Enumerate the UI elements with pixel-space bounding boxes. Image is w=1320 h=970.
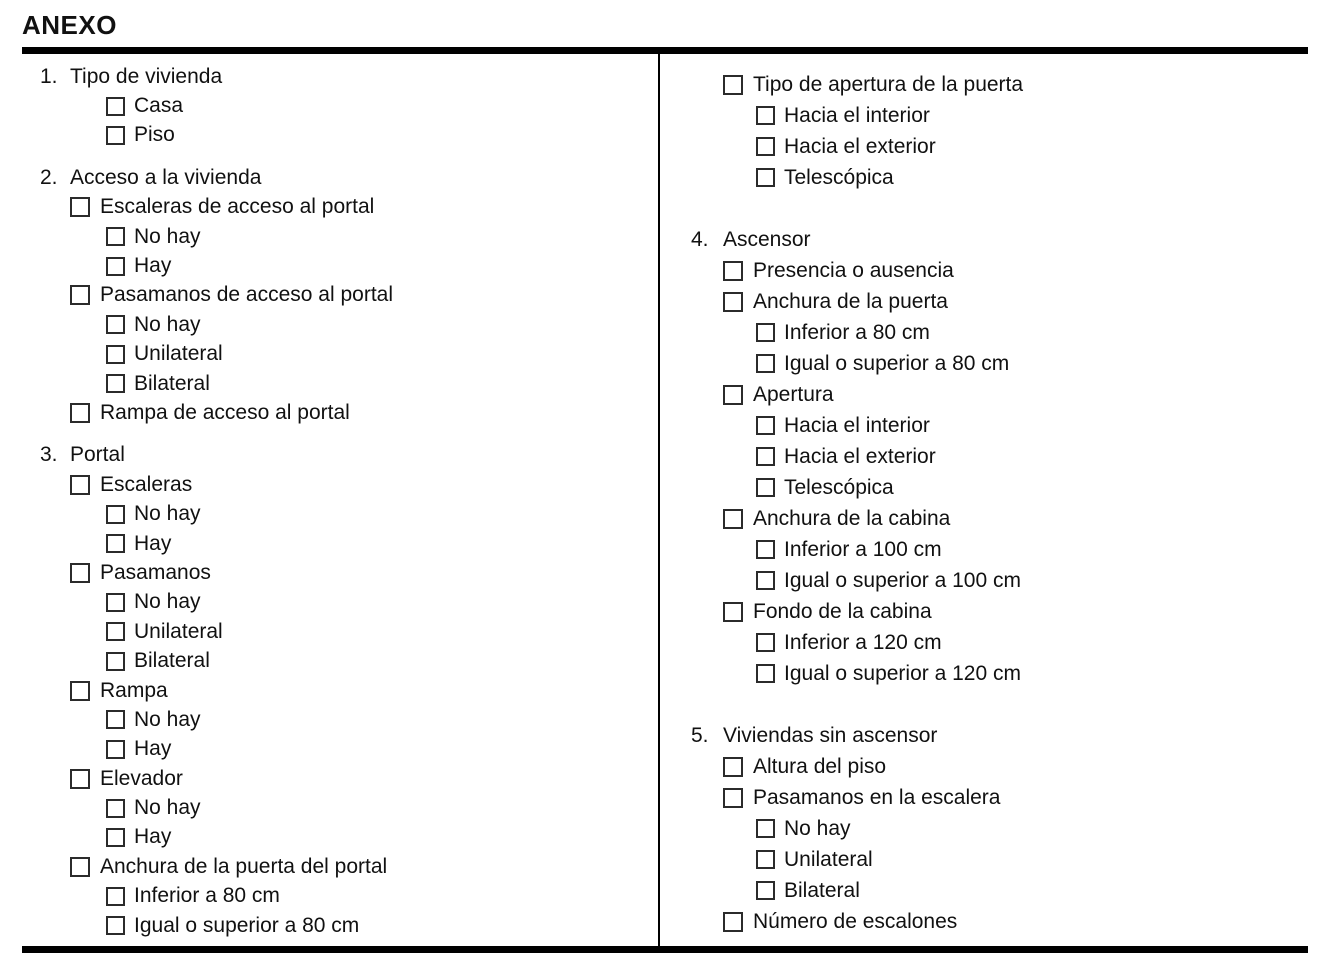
checkbox[interactable]	[723, 75, 743, 95]
checklist-item-label: No hay	[134, 224, 201, 248]
checklist-item	[22, 823, 658, 852]
section-number: 5.	[691, 723, 709, 747]
checklist-item	[660, 379, 1308, 410]
page-header	[22, 0, 1308, 47]
checklist-item	[22, 281, 658, 310]
checkbox[interactable]	[756, 881, 775, 900]
checklist-item	[660, 813, 1308, 844]
checklist-item-label: Pasamanos	[100, 560, 211, 584]
checklist-item-label: Escaleras de acceso al portal	[100, 195, 375, 219]
checklist-item	[22, 705, 658, 734]
checklist-item-label: Hay	[134, 254, 172, 278]
checkbox[interactable]	[106, 97, 125, 116]
checklist-item	[22, 852, 658, 881]
checklist-item	[22, 558, 658, 587]
checklist-item	[660, 503, 1308, 534]
top-rule	[22, 47, 1308, 54]
checkbox[interactable]	[723, 602, 743, 622]
section-heading	[22, 441, 658, 470]
checklist-item	[22, 121, 658, 150]
checklist-item-label: Inferior a 120 cm	[784, 630, 942, 654]
checklist-item-label: Unilateral	[134, 342, 223, 366]
checkbox[interactable]	[106, 799, 125, 818]
checkbox[interactable]	[106, 740, 125, 759]
checklist-item	[660, 472, 1308, 503]
checklist-item-label: Telescópica	[784, 475, 894, 499]
checklist-item-label: Escaleras	[100, 472, 193, 496]
checklist-item-label: No hay	[134, 502, 201, 526]
checklist-item-label: Pasamanos en la escalera	[753, 785, 1001, 809]
checkbox[interactable]	[70, 197, 90, 217]
checkbox[interactable]	[756, 106, 775, 125]
checklist-item-label: Inferior a 80 cm	[784, 320, 930, 344]
checkbox[interactable]	[106, 887, 125, 906]
checklist-item	[22, 529, 658, 558]
checklist-item	[660, 534, 1308, 565]
section-title: Acceso a la vivienda	[70, 165, 262, 189]
checkbox[interactable]	[756, 168, 775, 187]
checkbox[interactable]	[723, 757, 743, 777]
checklist-item-label: No hay	[134, 590, 201, 614]
checklist-item	[660, 844, 1308, 875]
checkbox[interactable]	[106, 593, 125, 612]
checklist-item	[22, 588, 658, 617]
checklist-item	[660, 627, 1308, 658]
checklist-item-label: Inferior a 80 cm	[134, 884, 280, 908]
checklist-item-label: Igual o superior a 120 cm	[784, 661, 1021, 685]
checklist-item	[22, 91, 658, 120]
checklist-item	[22, 735, 658, 764]
checkbox[interactable]	[756, 416, 775, 435]
checklist-item-label: Unilateral	[134, 619, 223, 643]
checklist-item-label: Hay	[134, 737, 172, 761]
checklist-item-label: Bilateral	[134, 649, 210, 673]
checklist-item-label: Pasamanos de acceso al portal	[100, 283, 394, 307]
checkbox[interactable]	[756, 819, 775, 838]
checklist-item	[660, 286, 1308, 317]
bottom-rule	[22, 946, 1308, 953]
checklist-item-label: Apertura	[753, 382, 834, 406]
checklist-item	[22, 193, 658, 222]
checkbox[interactable]	[756, 478, 775, 497]
checklist-item-label: Número de escalones	[753, 909, 958, 933]
checklist-item-label: Fondo de la cabina	[753, 599, 932, 623]
section-heading	[22, 62, 658, 91]
checklist-item	[22, 470, 658, 499]
checklist-columns	[22, 54, 1308, 946]
checkbox[interactable]	[106, 622, 125, 641]
checklist-item-label: Hacia el interior	[784, 413, 930, 437]
checklist-item-label: No hay	[134, 312, 201, 336]
checklist-item	[22, 310, 658, 339]
checkbox[interactable]	[756, 540, 775, 559]
checklist-item-label: Hacia el interior	[784, 103, 930, 127]
section-number: 3.	[40, 443, 58, 467]
checkbox[interactable]	[723, 292, 743, 312]
section-title: Tipo de vivienda	[70, 64, 223, 88]
section-title: Portal	[70, 443, 125, 467]
checklist-item	[660, 596, 1308, 627]
checklist-item	[22, 646, 658, 675]
checkbox[interactable]	[756, 137, 775, 156]
checklist-item-label: Inferior a 100 cm	[784, 537, 942, 561]
checklist-column-right	[660, 54, 1308, 946]
checkbox[interactable]	[106, 227, 125, 246]
checklist-item-label: Bilateral	[784, 878, 860, 902]
checkbox[interactable]	[756, 323, 775, 342]
checkbox[interactable]	[106, 710, 125, 729]
checklist-item-label: Bilateral	[134, 371, 210, 395]
checklist-item	[22, 676, 658, 705]
checklist-item	[660, 317, 1308, 348]
page-title: ANEXO	[22, 10, 117, 40]
section-number: 1.	[40, 64, 58, 88]
section-heading	[660, 720, 1308, 751]
checklist-item-label: Hay	[134, 825, 172, 849]
checkbox[interactable]	[106, 534, 125, 553]
checklist-item-label: Hay	[134, 531, 172, 555]
checklist-item-label: Casa	[134, 94, 184, 118]
checkbox[interactable]	[723, 509, 743, 529]
checklist-item-label: Hacia el exterior	[784, 134, 936, 158]
checkbox[interactable]	[756, 633, 775, 652]
checklist-item-label: Igual o superior a 100 cm	[784, 568, 1021, 592]
checklist-item	[660, 69, 1308, 100]
checkbox[interactable]	[70, 681, 90, 701]
checklist-item-label: Tipo de apertura de la puerta	[753, 72, 1024, 96]
checkbox[interactable]	[723, 912, 743, 932]
checkbox[interactable]	[723, 385, 743, 405]
checkbox[interactable]	[106, 126, 125, 145]
checkbox[interactable]	[70, 403, 90, 423]
checklist-item	[660, 441, 1308, 472]
checkbox[interactable]	[70, 563, 90, 583]
checkbox[interactable]	[106, 652, 125, 671]
checklist-item-label: No hay	[134, 707, 201, 731]
checkbox[interactable]	[756, 571, 775, 590]
checklist-item	[22, 340, 658, 369]
checkbox[interactable]	[723, 261, 743, 281]
checklist-item	[660, 410, 1308, 441]
checklist-item-label: Igual o superior a 80 cm	[784, 351, 1010, 375]
checkbox[interactable]	[723, 788, 743, 808]
checklist-item	[22, 398, 658, 427]
section-number: 2.	[40, 165, 58, 189]
checkbox[interactable]	[756, 354, 775, 373]
checklist-item-label: Presencia o ausencia	[753, 258, 954, 282]
checkbox[interactable]	[106, 257, 125, 276]
checklist-item-label: Elevador	[100, 766, 183, 790]
checkbox[interactable]	[106, 374, 125, 393]
checkbox[interactable]	[70, 285, 90, 305]
checkbox[interactable]	[70, 857, 90, 877]
checklist-column-left	[22, 54, 660, 946]
section-heading	[22, 163, 658, 192]
checklist-item	[22, 369, 658, 398]
checkbox[interactable]	[70, 475, 90, 495]
checklist-item	[660, 751, 1308, 782]
checklist-item	[660, 875, 1308, 906]
checklist-item-label: Rampa	[100, 678, 168, 702]
checklist-item	[660, 255, 1308, 286]
checklist-item	[660, 782, 1308, 813]
checklist-item	[660, 100, 1308, 131]
checklist-item-label: Igual o superior a 80 cm	[134, 913, 360, 937]
checklist-item	[22, 617, 658, 646]
checkbox[interactable]	[106, 505, 125, 524]
checklist-item	[660, 131, 1308, 162]
checklist-item-label: No hay	[134, 796, 201, 820]
checklist-item-label: Piso	[134, 123, 175, 147]
section-number: 4.	[691, 227, 709, 251]
checklist-item-label: Telescópica	[784, 165, 894, 189]
checklist-item	[660, 658, 1308, 689]
checklist-item-label: Unilateral	[784, 847, 873, 871]
checklist-item	[660, 162, 1308, 193]
checklist-item	[22, 911, 658, 940]
checklist-item	[22, 764, 658, 793]
checklist-item	[22, 793, 658, 822]
checkbox[interactable]	[756, 664, 775, 683]
checklist-item-label: Altura del piso	[753, 754, 887, 778]
checklist-item-label: Hacia el exterior	[784, 444, 936, 468]
checkbox[interactable]	[106, 315, 125, 334]
checklist-item	[22, 499, 658, 528]
checklist-item	[22, 882, 658, 911]
checkbox[interactable]	[106, 916, 125, 935]
checkbox[interactable]	[70, 769, 90, 789]
section-title: Viviendas sin ascensor	[723, 723, 938, 747]
checklist-item-label: Anchura de la puerta	[753, 289, 948, 313]
checklist-item-label: Anchura de la cabina	[753, 506, 951, 530]
checkbox[interactable]	[756, 447, 775, 466]
checklist-item	[22, 222, 658, 251]
checkbox[interactable]	[106, 345, 125, 364]
section-heading	[660, 224, 1308, 255]
checklist-item-label: Anchura de la puerta del portal	[100, 854, 388, 878]
checklist-item	[660, 348, 1308, 379]
checklist-item-label: Rampa de acceso al portal	[100, 400, 350, 424]
checkbox[interactable]	[756, 850, 775, 869]
checklist-item	[660, 906, 1308, 937]
section-title: Ascensor	[723, 227, 811, 251]
checklist-item-label: No hay	[784, 816, 851, 840]
checklist-item	[660, 565, 1308, 596]
checklist-item	[22, 251, 658, 280]
checkbox[interactable]	[106, 828, 125, 847]
